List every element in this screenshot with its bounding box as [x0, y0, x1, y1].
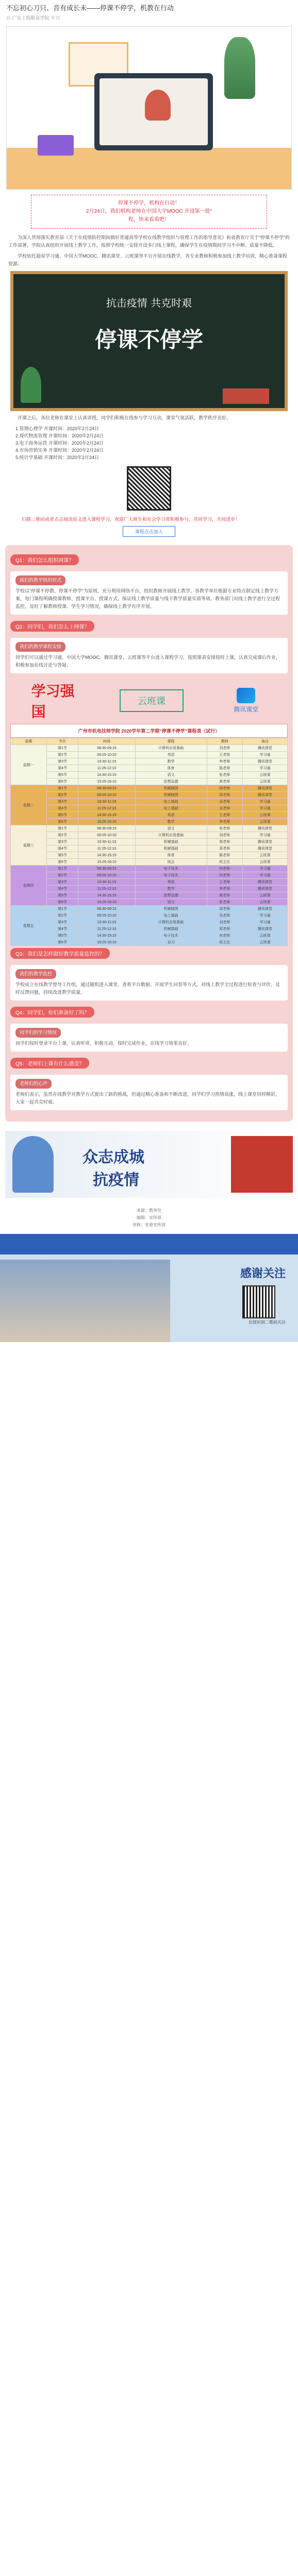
banner-line-1: 众志成城 [82, 1148, 144, 1166]
schedule-cell: 11:25-12:10 [78, 765, 135, 772]
schedule-cell: 体育 [135, 765, 207, 772]
schedule-cell: 电子技术 [135, 933, 207, 939]
schedule-cell: 腾讯课堂 [243, 926, 288, 933]
schedule-cell: 腾讯课堂 [243, 845, 288, 852]
schedule-cell: 15:25-16:10 [78, 899, 135, 906]
schedule-cell: 自习 [135, 939, 207, 946]
schedule-cell: 腾讯课堂 [243, 825, 288, 832]
schedule-cell: 电子技术 [135, 866, 207, 872]
plant-icon [21, 367, 41, 403]
schedule-cell: 第4节 [46, 845, 78, 852]
schedule-row [11, 772, 288, 778]
footer-line: 来源：教务处 [137, 1208, 161, 1213]
schedule-cell: 张老师 [207, 825, 243, 832]
schedule-cell: 10:30-11:15 [78, 919, 135, 926]
schedule-day: 星期五 [11, 906, 47, 946]
schedule-cell: 第2节 [46, 832, 78, 839]
schedule-row [11, 919, 288, 926]
answer-tag: 我们的教学组织形式 [15, 575, 65, 585]
schedule-cell: 第2节 [46, 872, 78, 879]
schedule-cell: 09:25-10:10 [78, 832, 135, 839]
schedule-cell: 李老师 [207, 819, 243, 825]
article-footer [0, 1207, 298, 1229]
schedule-row [11, 805, 288, 812]
list-item: 4.市场营销实务 开课时间：2020年2月24日 [15, 448, 104, 453]
chalkboard-image [10, 271, 288, 411]
schedule-cell: 郑老师 [207, 926, 243, 933]
schedule-cell: 腾讯课堂 [243, 758, 288, 765]
schedule-cell: 腾讯课堂 [243, 792, 288, 799]
schedule-row [11, 778, 288, 785]
doctor-illustration [12, 1136, 54, 1193]
banner-line-2: 抗疫情 [93, 1171, 139, 1189]
course-link[interactable]: 课程点击加入 [123, 526, 175, 537]
schedule-cell: 学习通 [243, 765, 288, 772]
footer-line: 审核：党委宣传部 [133, 1223, 165, 1227]
schedule-cell: 学习通 [243, 919, 288, 926]
schedule-header: 课程 [135, 738, 207, 745]
schedule-cell: 学习通 [243, 866, 288, 872]
schedule-cell: 09:25-10:10 [78, 912, 135, 919]
schedule-row [11, 792, 288, 799]
schedule-cell: 语文 [135, 772, 207, 778]
schedule-cell: 机械基础 [135, 926, 207, 933]
schedule-day: 星期一 [11, 745, 47, 785]
answer-tag: 我们的教学监控 [15, 969, 56, 979]
schedule-cell: 英语 [135, 752, 207, 758]
schedule-title: 广州市机电技师学院 2020学年第二学期“停课不停学”课程表（试行） [10, 724, 288, 738]
schedule-cell: 09:25-10:10 [78, 752, 135, 758]
schedule-row [11, 799, 288, 805]
schedule-cell: 14:30-15:15 [78, 933, 135, 939]
schedule-cell: 第5节 [46, 812, 78, 819]
schedule-cell: 14:30-15:15 [78, 852, 135, 859]
schedule-cell: 腾讯课堂 [243, 745, 288, 752]
lead-line-3: 程，快来看看吧！ [128, 217, 170, 223]
schedule-cell: 电子技术 [135, 872, 207, 879]
footer-line: 编辑：宣传部 [137, 1215, 161, 1220]
schedule-row [11, 866, 288, 872]
schedule-cell: 14:30-15:15 [78, 892, 135, 899]
schedule-row [11, 859, 288, 866]
schedule-cell: 学习通 [243, 799, 288, 805]
schedule-cell: 陈老师 [207, 852, 243, 859]
schedule-cell: 11:25-12:10 [78, 845, 135, 852]
schedule-cell: 云班课 [243, 772, 288, 778]
schedule-cell: 云班课 [243, 933, 288, 939]
schedule-cell: 第2节 [46, 912, 78, 919]
schedule-cell: 王老师 [207, 752, 243, 758]
question-tag: Q3：我们是怎样做好教学质量监控的？ [10, 948, 110, 959]
schedule-cell: 第3节 [46, 839, 78, 845]
schedule-cell: 15:25-16:10 [78, 859, 135, 866]
schedule-cell: 黄老师 [207, 778, 243, 785]
schedule-cell: 第6节 [46, 819, 78, 825]
schedule-cell: 黄老师 [207, 892, 243, 899]
schedule-cell: 郑老师 [207, 845, 243, 852]
schedule-cell: 机械制图 [135, 906, 207, 912]
schedule-cell: 第1节 [46, 906, 78, 912]
answer-text: 学校以“停课不停教、停课不停学”为原则，充分利用网络平台，组织教师开展线上教学。各教学单位根据专业特点制定线上教学方案，每门课程明确授课教师、授课平台、授课方式，保证线上教学质量与线下教学质量实质等效。教务部门对线上教学进行全过程监控，及时了解教师授课、学生学习情况，确保线上教学有序开展。 [15, 588, 280, 609]
schedule-row [11, 899, 288, 906]
teacher-avatar [145, 90, 171, 121]
schedule-cell: 10:30-11:15 [78, 879, 135, 886]
schedule-cell: 14:30-15:15 [78, 812, 135, 819]
qr-code-image[interactable] [127, 466, 171, 511]
question-tag: Q5：老师们上课有什么感受？ [10, 1058, 89, 1069]
answer-card [10, 1024, 288, 1052]
schedule-day: 星期四 [11, 866, 47, 906]
schedule-row [11, 832, 288, 839]
schedule-cell: 计算机应用基础 [135, 745, 207, 752]
thanks-banner [0, 1234, 298, 1342]
schedule-cell: 何老师 [207, 866, 243, 872]
schedule-cell: 张老师 [207, 899, 243, 906]
schedule-cell: 刘老师 [207, 745, 243, 752]
schedule-cell: 云班课 [243, 819, 288, 825]
schedule-cell: 李老师 [207, 886, 243, 892]
hero-illustration [6, 26, 292, 190]
schedule-day: 星期三 [11, 825, 47, 866]
books-icon [223, 388, 269, 404]
schedule-cell: 第4节 [46, 765, 78, 772]
schedule-cell: 第6节 [46, 899, 78, 906]
schedule-row [11, 886, 288, 892]
qr-caption: 长按识别二维码关注 [249, 1320, 286, 1325]
list-item: 2.现代物流管理 开课时间：2020年2月24日 [15, 433, 104, 438]
schedule-row [11, 758, 288, 765]
schedule-header: 时间 [78, 738, 135, 745]
schedule-cell: 体育 [135, 852, 207, 859]
schedule-cell: 第3节 [46, 879, 78, 886]
schedule-row [11, 765, 288, 772]
schedule-row [11, 852, 288, 859]
lead-box [31, 195, 267, 229]
list-item: 3.电子商务运营 开课时间：2020年2月24日 [15, 440, 104, 446]
answer-card [10, 965, 288, 1001]
course-list [15, 425, 283, 461]
schedule-cell: 09:25-10:10 [78, 792, 135, 799]
schedule-cell: 何老师 [207, 872, 243, 879]
schedule-cell: 吴老师 [207, 912, 243, 919]
schedule-header: 备注 [243, 738, 288, 745]
schedule-cell: 何老师 [207, 933, 243, 939]
schedule-cell: 英语 [135, 812, 207, 819]
schedule-cell: 张老师 [207, 772, 243, 778]
schedule-header: 教师 [207, 738, 243, 745]
schedule-cell: 班主任 [207, 939, 243, 946]
city-illustration [231, 1136, 293, 1193]
answer-text: 同学们可以通过学习通、中国大学MOOC、腾讯课堂、云班课等平台进入课程学习，按照课表安排按时上课，认真完成课后作业，积极参加在线讨论与答疑。 [15, 655, 281, 668]
schedule-cell: 数学 [135, 819, 207, 825]
answer-text: 老师们表示，虽然在线教学对教学方式提出了新的挑战，但通过精心准备和不断改进，同学们学习热情高涨，线上课堂同样精彩，大家一起共克时艰。 [15, 1092, 280, 1105]
question-tag: Q2：同学们，我们怎么上网课？ [10, 621, 94, 632]
schedule-row [11, 892, 288, 899]
schedule-row [11, 872, 288, 879]
xuexi-logo: 学习强国 [31, 683, 75, 720]
schedule-cell: 郑老师 [207, 839, 243, 845]
schedule-cell: 电工基础 [135, 805, 207, 812]
schedule-cell: 学习通 [243, 832, 288, 839]
schedule-row [11, 845, 288, 852]
laptop-screen [100, 78, 208, 145]
schedule-cell: 15:25-16:10 [78, 819, 135, 825]
schedule-header-row [11, 738, 288, 745]
schedule-cell: 陈老师 [207, 765, 243, 772]
schedule-cell: 11:25-12:10 [78, 805, 135, 812]
qa-section [5, 545, 293, 1122]
schedule-cell: 李老师 [207, 758, 243, 765]
schedule-cell: 15:25-16:10 [78, 939, 135, 946]
schedule-cell: 机械基础 [135, 845, 207, 852]
schedule-row [11, 812, 288, 819]
antiepidemic-banner [5, 1131, 293, 1198]
schedule-cell: 08:30-09:15 [78, 785, 135, 792]
article-title: 不忘初心刀只、音有成长未——停课不停学，机教在行动 [6, 4, 174, 12]
schedule-cell: 11:25-12:10 [78, 886, 135, 892]
schedule-table [10, 738, 288, 946]
schedule-cell: 第3节 [46, 919, 78, 926]
schedule-cell: 第5节 [46, 933, 78, 939]
schedule-cell: 第5节 [46, 772, 78, 778]
schedule-cell: 吴老师 [207, 805, 243, 812]
schedule-row [11, 839, 288, 845]
yunbanke-logo: 云班课 [120, 689, 184, 712]
answer-text: 学校成立在线教学督导工作组，通过随机进入课堂、查看平台数据、开展学生问卷等方式，对线上教学全过程进行检查与评价，及时反馈问题，持续改进教学质量。 [15, 982, 280, 995]
books-icon [38, 135, 74, 156]
paragraph: 学校依托超星学习通、中国大学MOOC、腾讯课堂、云班课等平台开展在线教学，各专业教师积极参加线上教学培训，精心准备课程资源。 [8, 253, 288, 266]
schedule-row [11, 819, 288, 825]
schedule-row [11, 745, 288, 752]
schedule-cell: 班主任 [207, 859, 243, 866]
schedule-row [11, 933, 288, 939]
schedule-cell: 第1节 [46, 825, 78, 832]
schedule-cell: 腾讯课堂 [243, 906, 288, 912]
schedule-cell: 腾讯课堂 [243, 785, 288, 792]
lead-line-1: 停课不停学，机构在行动！ [118, 200, 180, 206]
schedule-cell: 第6节 [46, 778, 78, 785]
schedule-cell: 08:30-09:15 [78, 866, 135, 872]
schedule-cell: 电工基础 [135, 912, 207, 919]
schedule-cell: 云班课 [243, 852, 288, 859]
red-note: 扫描二维码或者点击阅读原文进入课程学习，欢迎广大师生和社会学习者积极参与，共同学习，共同进步！ [22, 517, 240, 522]
schedule-cell: 第6节 [46, 939, 78, 946]
schedule-cell: 机械基础 [135, 839, 207, 845]
schedule-cell: 云班课 [243, 939, 288, 946]
schedule-cell: 学习通 [243, 872, 288, 879]
schedule-cell: 周老师 [207, 785, 243, 792]
schedule-row [11, 939, 288, 946]
schedule-cell: 第3节 [46, 758, 78, 765]
schedule-cell: 第5节 [46, 892, 78, 899]
schedule-cell: 11:25-12:10 [78, 926, 135, 933]
schedule-cell: 第4节 [46, 805, 78, 812]
schedule-cell: 班会 [135, 859, 207, 866]
schedule-header: 节次 [46, 738, 78, 745]
schedule-cell: 思想品德 [135, 892, 207, 899]
article-meta[interactable]: 公 广东工程职业学院 卡刀 [6, 15, 60, 21]
schedule-cell: 第1节 [46, 785, 78, 792]
schedule-day: 星期二 [11, 785, 47, 825]
schedule-cell: 思想品德 [135, 778, 207, 785]
schedule-cell: 第5节 [46, 852, 78, 859]
question-tag: Q4：同学们，你们准备好了吗？ [10, 1007, 94, 1018]
schedule-cell: 第1节 [46, 866, 78, 872]
schedule-cell: 09:25-10:10 [78, 872, 135, 879]
thanks-title: 感谢关注 [240, 1267, 286, 1280]
answer-tag: 同学们的学习情况 [15, 1028, 61, 1038]
schedule-cell: 腾讯课堂 [243, 879, 288, 886]
schedule-cell: 云班课 [243, 899, 288, 906]
schedule-cell: 计算机应用基础 [135, 832, 207, 839]
schedule-cell: 英语 [135, 879, 207, 886]
schedule-cell: 第1节 [46, 745, 78, 752]
schedule-cell: 第6节 [46, 859, 78, 866]
schedule-cell: 语文 [135, 899, 207, 906]
schedule-cell: 刘老师 [207, 832, 243, 839]
schedule-cell: 15:25-16:10 [78, 778, 135, 785]
schedule-row [11, 825, 288, 832]
platform-logos [10, 677, 288, 724]
schedule-cell: 吴老师 [207, 799, 243, 805]
campus-building-image [0, 1260, 170, 1342]
schedule-cell: 刘老师 [207, 919, 243, 926]
schedule-row [11, 912, 288, 919]
list-item: 1.管理心理学 开课时间：2020年2月24日 [15, 426, 100, 431]
paragraph: 开课之后，各位老师在课堂上认真讲授，同学们积极在线参与学习互动，课堂气氛活跃，教学秩序良好。 [18, 415, 231, 420]
tencent-classroom-icon [237, 688, 255, 703]
schedule-cell: 数学 [135, 758, 207, 765]
schedule-row [11, 879, 288, 886]
schedule-cell: 第2节 [46, 752, 78, 758]
laptop-icon [94, 73, 213, 150]
lead-line-2: 2月24日，我们机构老师在中国大学MOOC 开设第一批“ [86, 209, 212, 214]
schedule-cell: 08:30-09:15 [78, 906, 135, 912]
schedule-row [11, 752, 288, 758]
schedule-row [11, 926, 288, 933]
schedule-cell: 王老师 [207, 879, 243, 886]
question-tag: Q1：我们怎么组织网课？ [10, 554, 79, 565]
tencent-classroom-logo [225, 685, 267, 716]
answer-tag: 老师们的心声 [15, 1079, 52, 1089]
schedule-cell: 第4节 [46, 886, 78, 892]
follow-qr-code[interactable] [242, 1285, 275, 1318]
schedule-cell: 数学 [135, 886, 207, 892]
schedule-cell: 机械制图 [135, 785, 207, 792]
schedule-cell: 腾讯课堂 [243, 886, 288, 892]
board-line-1: 抗击疫情 共克时艰 [106, 297, 192, 309]
schedule-cell: 云班课 [243, 859, 288, 866]
schedule-cell: 语文 [135, 825, 207, 832]
schedule-cell: 计算机应用基础 [135, 919, 207, 926]
schedule-cell: 10:30-11:15 [78, 839, 135, 845]
tencent-classroom-label: 腾讯课堂 [234, 706, 259, 713]
schedule-cell: 第4节 [46, 926, 78, 933]
schedule-row [11, 906, 288, 912]
schedule-cell: 学习通 [243, 752, 288, 758]
schedule-cell: 14:30-15:15 [78, 772, 135, 778]
schedule-header: 星期 [11, 738, 47, 745]
answer-text: 同学们按时登录平台上课，认真听讲，积极互动，按时完成作业，在线学习效果良好。 [15, 1041, 192, 1046]
answer-tag: 我们的教学课程安排 [15, 642, 65, 652]
schedule-cell: 电工基础 [135, 799, 207, 805]
answer-card [10, 638, 288, 673]
list-item: 5.统计学基础 开课时间：2020年2月24日 [15, 455, 100, 460]
paragraph: 为深入贯彻落实教育部《关于在疫情防控期间做好普通高等学校在线教学组织与管理工作的指导意见》和省教育厅关于“停课不停学”的工作部署，学院认真组织开展线上教学工作，按照学校统一安排开设多门线上课程，确保学生在疫情期间学习不中断、质量不降低。 [8, 235, 290, 248]
schedule-cell: 云班课 [243, 892, 288, 899]
schedule-cell: 云班课 [243, 778, 288, 785]
schedule-cell: 学习通 [243, 805, 288, 812]
schedule-cell: 10:30-11:15 [78, 758, 135, 765]
answer-card [10, 571, 288, 615]
schedule-cell: 王老师 [207, 812, 243, 819]
schedule-cell: 学习通 [243, 912, 288, 919]
schedule-cell: 第3节 [46, 799, 78, 805]
schedule-cell: 第2节 [46, 792, 78, 799]
schedule-cell: 10:30-11:15 [78, 799, 135, 805]
schedule-cell: 腾讯课堂 [243, 839, 288, 845]
schedule-row [11, 785, 288, 792]
board-line-2: 停课不停学 [94, 327, 203, 352]
schedule-cell: 08:30-09:15 [78, 825, 135, 832]
schedule-cell: 08:30-09:15 [78, 745, 135, 752]
plant-icon [224, 37, 255, 99]
schedule-cell: 周老师 [207, 906, 243, 912]
article-header [0, 0, 298, 21]
answer-card [10, 1075, 288, 1110]
schedule-cell: 周老师 [207, 792, 243, 799]
schedule-cell: 机械制图 [135, 792, 207, 799]
schedule-cell: 云班课 [243, 812, 288, 819]
